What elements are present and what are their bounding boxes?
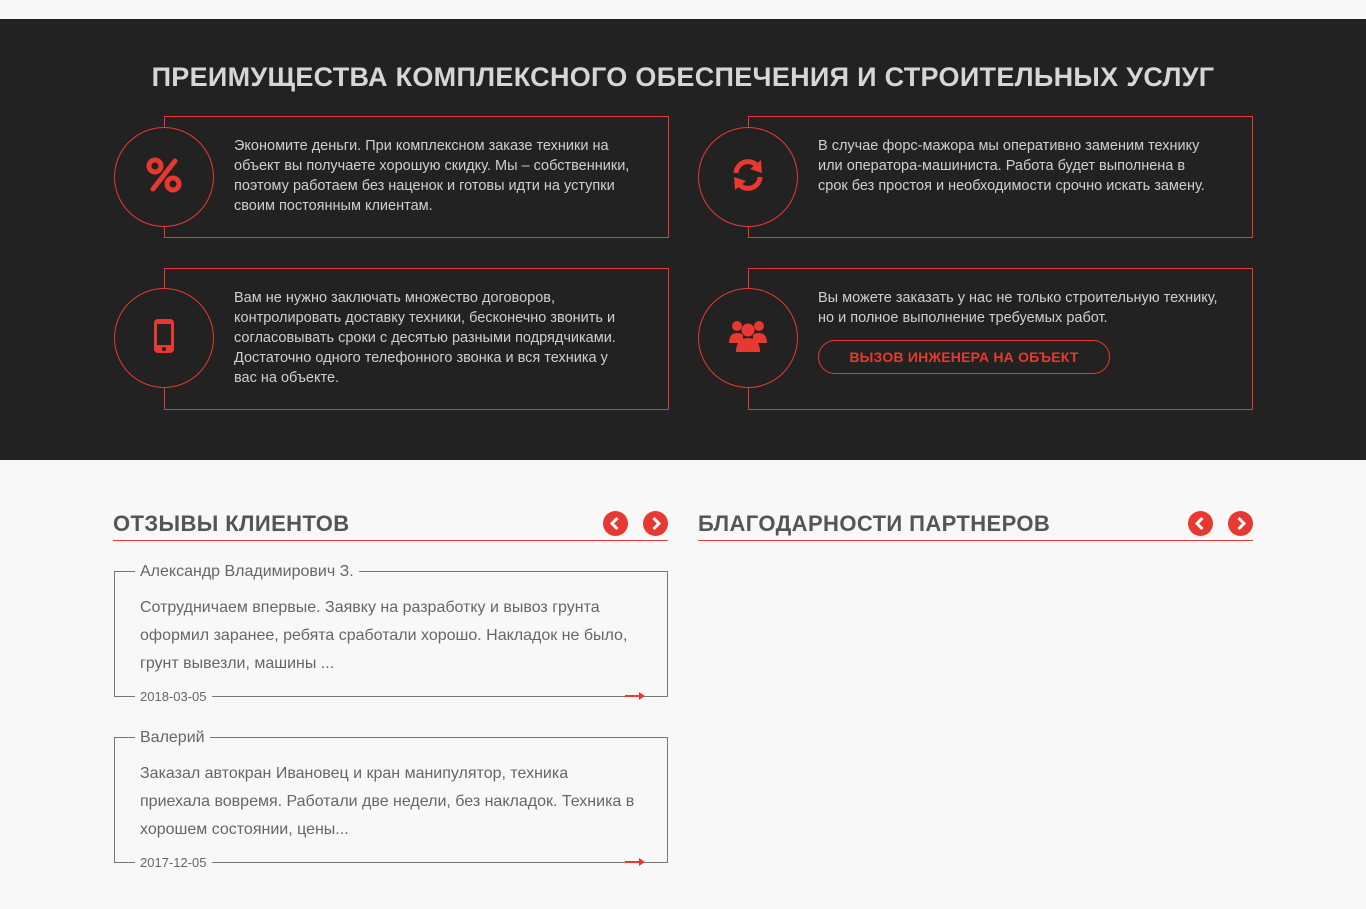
advantage-icon-circle (114, 127, 214, 227)
reviews-prev-button[interactable] (603, 511, 628, 536)
advantage-icon-circle (114, 288, 214, 388)
reviews-title: ОТЗЫВЫ КЛИЕНТОВ (113, 511, 350, 536)
phone-icon (152, 318, 176, 359)
users-icon (728, 319, 768, 358)
review-text: Заказал автокран Ивановец и кран манипулятор, техника приехала вовремя. Работали две недели, без накладок. Техника в хорошем состоянии, цены... (140, 765, 635, 838)
call-engineer-button[interactable]: ВЫЗОВ ИНЖЕНЕРА НА ОБЪЕКТ (818, 340, 1110, 374)
review-card (114, 729, 668, 870)
partners-header (698, 511, 1253, 541)
review-text: Сотрудничаем впервые. Заявку на разработку и вывоз грунта оформил заранее, ребята сработали хорошо. Накладок не было, грунт вывезли, машины ... (140, 599, 628, 672)
refresh-icon (730, 157, 766, 198)
arrow-right-icon[interactable] (625, 858, 645, 866)
advantage-text: Экономите деньги. При комплексном заказе техники на объект вы получаете хорошую скидку. Мы – собственники, поэтому работаем без наценок и готовы идти на уступки своим постоянным клиентам. (234, 138, 630, 214)
advantage-item-discount (114, 116, 669, 238)
chevron-left-icon (603, 511, 628, 536)
advantage-item-replacement (698, 116, 1253, 238)
advantage-icon-circle (698, 288, 798, 388)
review-date: 2017-12-05 (135, 855, 212, 871)
review-author: Валерий (135, 728, 210, 748)
review-author: Александр Владимирович З. (135, 562, 359, 582)
percent-icon (146, 157, 182, 198)
chevron-left-icon (1188, 511, 1213, 536)
advantages-section (0, 19, 1366, 460)
partners-prev-button[interactable] (1188, 511, 1213, 536)
advantages-title: ПРЕИМУЩЕСТВА КОМПЛЕКСНОГО ОБЕСПЕЧЕНИЯ И СТРОИТЕЛЬНЫХ УСЛУГ (151, 62, 1215, 92)
review-date: 2018-03-05 (135, 689, 212, 705)
partners-title: БЛАГОДАРНОСТИ ПАРТНЕРОВ (698, 511, 1051, 536)
advantage-text: Вам не нужно заключать множество договоров, контролировать доставку техники, бесконечно звонить и согласовывать сроки с десятью разными подрядчиками. Достаточно одного телефонного звонка и вся техника у вас на объекте. (234, 290, 616, 386)
advantage-text: Вы можете заказать у нас не только строительную технику, но и полное выполнение требуемых работ. (818, 290, 1218, 326)
advantage-item-one-call (114, 268, 669, 410)
advantage-icon-circle (698, 127, 798, 227)
advantage-item-full-works (698, 268, 1253, 410)
chevron-right-icon (1228, 511, 1253, 536)
reviews-header (113, 511, 668, 541)
reviews-next-button[interactable] (643, 511, 668, 536)
review-card (114, 563, 668, 704)
chevron-right-icon (643, 511, 668, 536)
partners-next-button[interactable] (1228, 511, 1253, 536)
arrow-right-icon[interactable] (625, 692, 645, 700)
advantage-text: В случае форс-мажора мы оперативно заменим технику или оператора-машиниста. Работа будет выполнена в срок без простоя и необходимости срочно искать замену. (818, 138, 1205, 194)
